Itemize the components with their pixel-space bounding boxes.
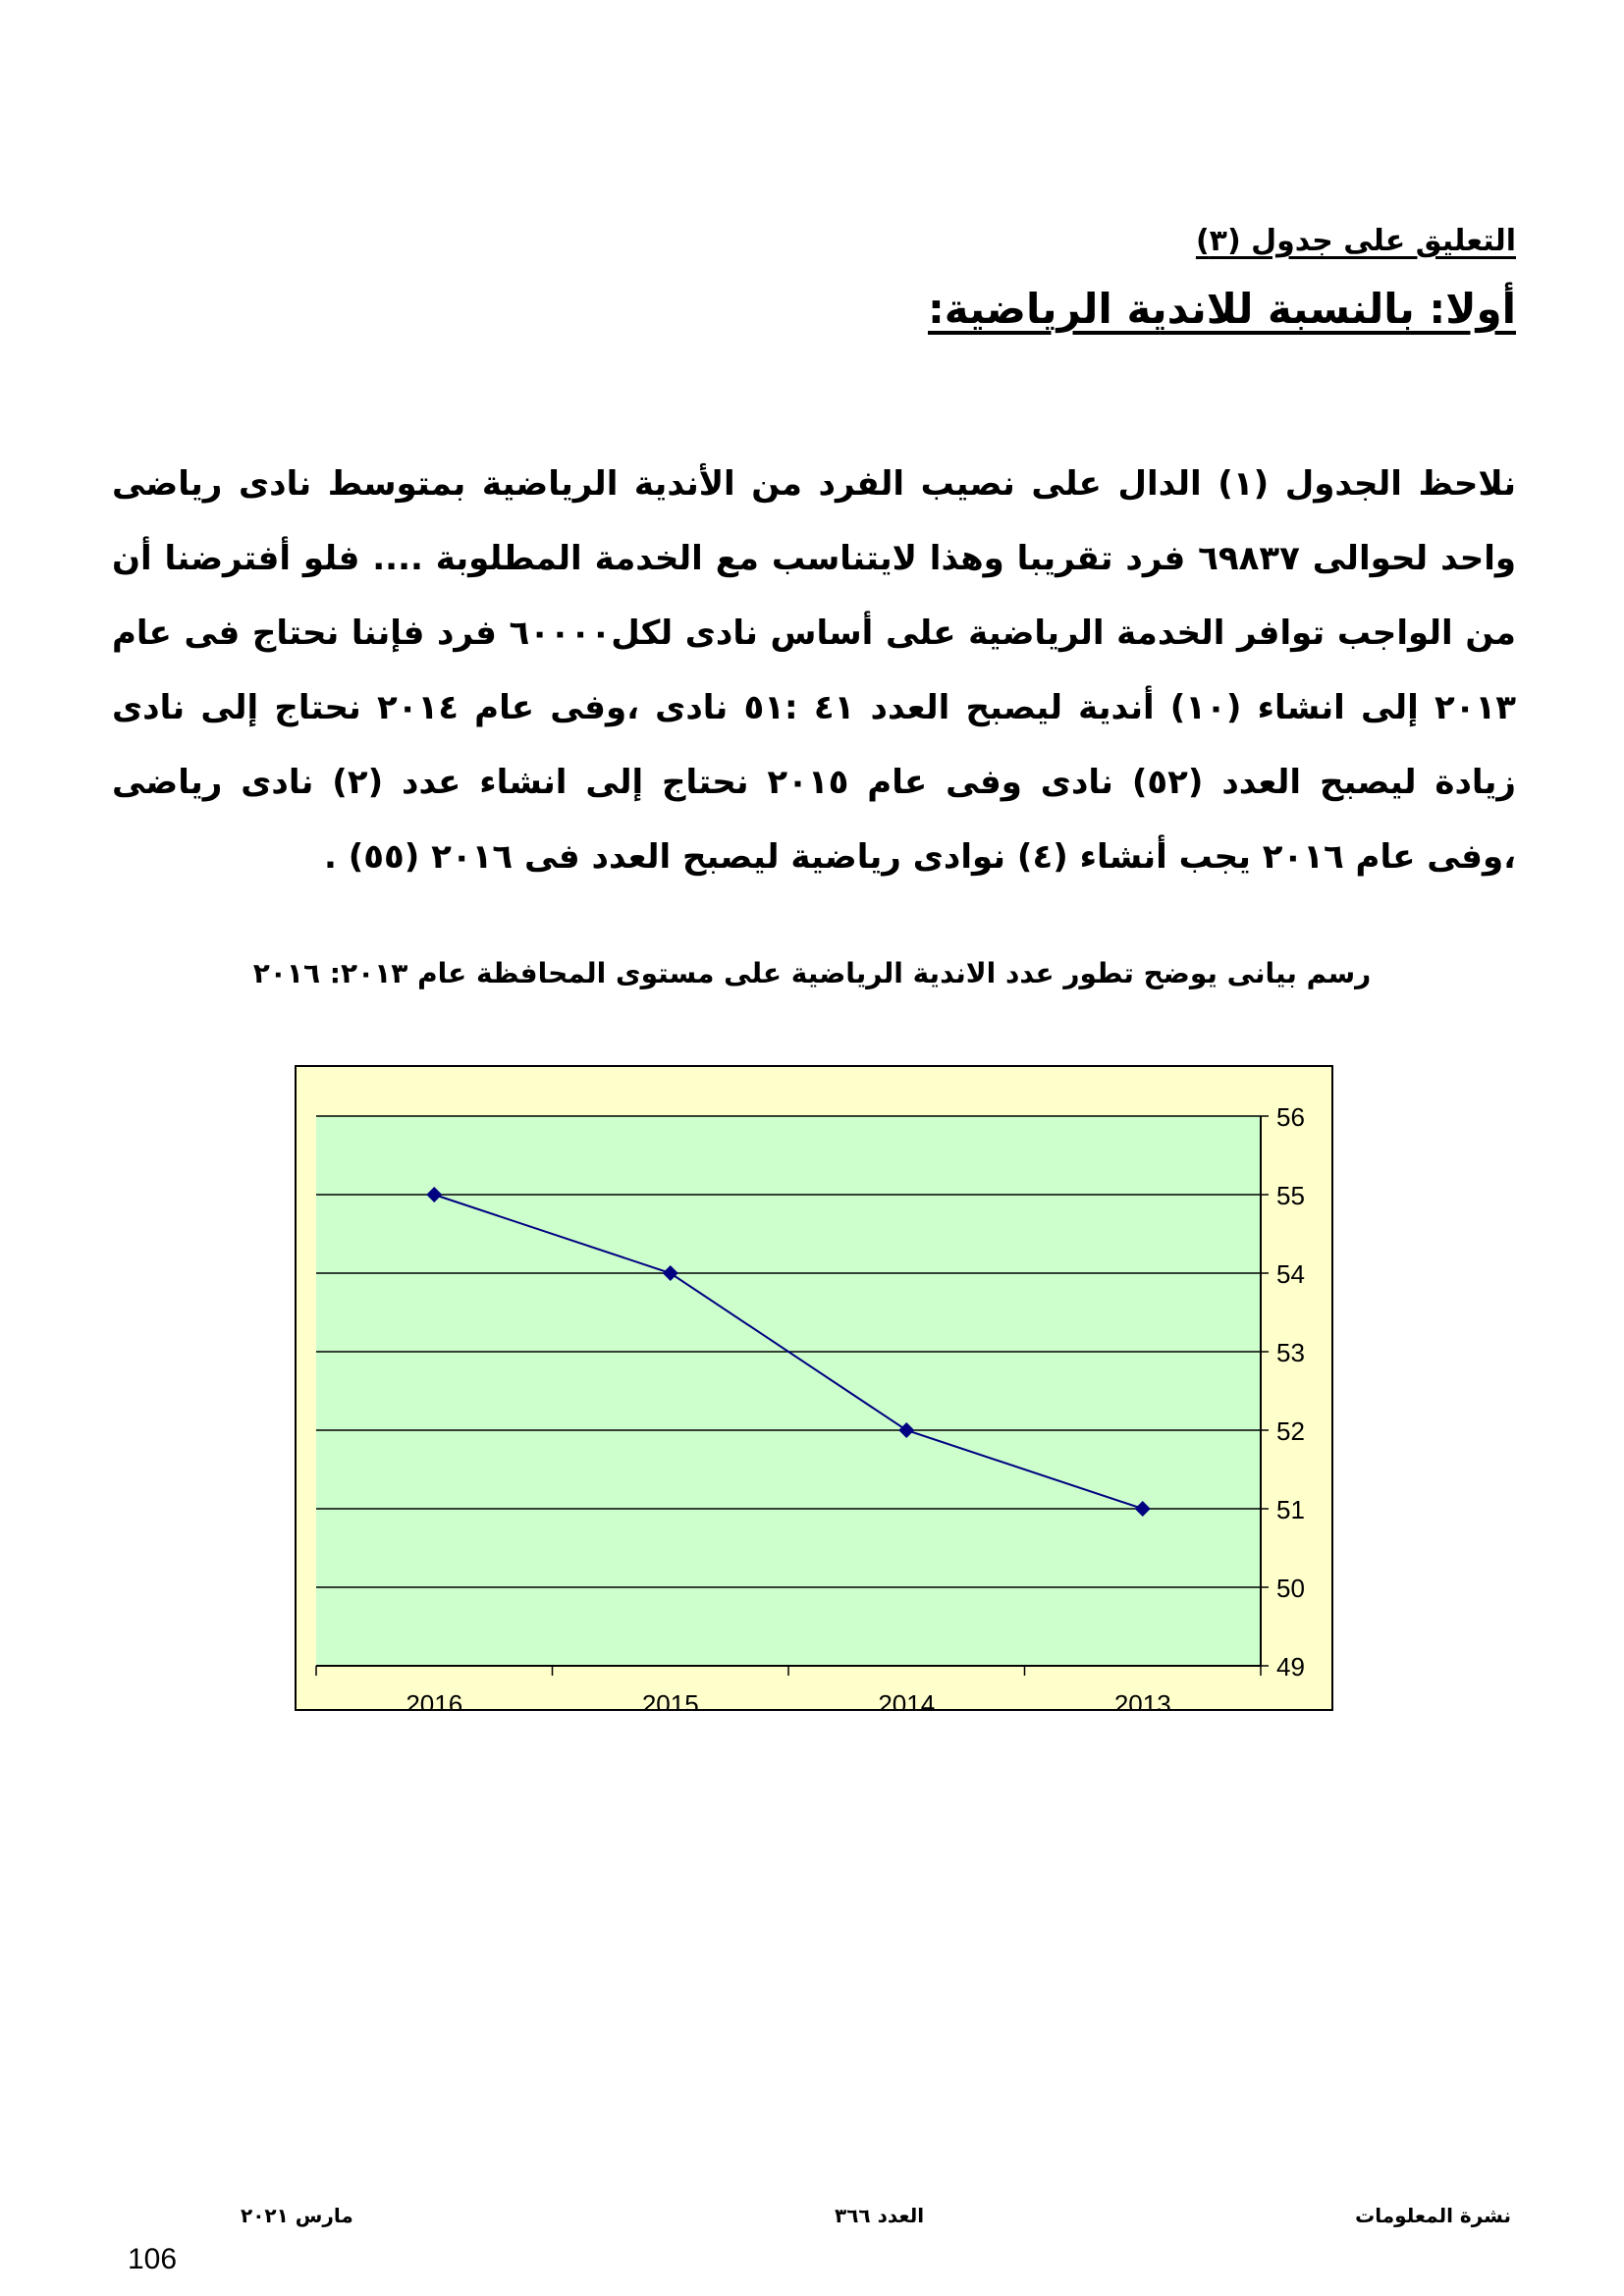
y-tick-label: 50 [1276,1574,1305,1603]
line-chart [295,1065,1333,1711]
x-tick-label: 2015 [641,1689,699,1711]
y-tick-label: 55 [1276,1181,1305,1210]
section-title: أولا: بالنسبة للاندية الرياضية: [927,285,1516,333]
y-tick-label: 52 [1276,1416,1305,1446]
table-comment-heading: التعليق على جدول (٣) [1195,224,1516,258]
chart-caption: رسم بيانى يوضح تطور عدد الاندية الرياضية على مستوى المحافظة عام ٢٠١٣: ٢٠١٦ [252,957,1372,989]
page-number: 106 [128,2243,178,2275]
footer-issue: العدد ٣٦٦ [835,2204,925,2227]
footer-date: مارس ٢٠٢١ [241,2204,353,2227]
x-tick-label: 2016 [406,1689,463,1711]
x-tick-label: 2014 [878,1689,936,1711]
y-tick-label: 53 [1276,1338,1305,1367]
body-paragraph: نلاحظ الجدول (١) الدال على نصيب الفرد من الأندية الرياضية بمتوسط نادى رياضى واحد لحوالى ٦٩٨٣٧ فرد تقريبا وهذا لايتناسب مع الخدمة المطلوبة .... فلو أفترضنا أن من الواجب توافر الخدمة الرياضية على أساس نادى لكل٦٠٠٠٠ فرد فإننا نحتاج فى عام ٢٠١٣ إلى انشاء (١٠) أندية ليصبح العدد ٤١ :٥١ نادى ،وفى عام ٢٠١٤ نحتاج إلى نادى زيادة ليصبح العدد (٥٢) نادى وفى عام ٢٠١٥ نحتاج إلى انشاء عدد (٢) نادى رياضى ،وفى عام ٢٠١٦ يجب أنشاء (٤) نوادى رياضية ليصبح العدد فى ٢٠١٦ (٥٥) . [112,464,1517,877]
y-tick-label: 56 [1276,1102,1305,1132]
y-tick-label: 54 [1276,1259,1305,1289]
x-tick-label: 2013 [1113,1689,1171,1711]
footer-publication: نشرة المعلومات [1355,2204,1511,2227]
chart-container [295,1065,1333,1711]
y-tick-label: 51 [1276,1495,1305,1524]
y-tick-label: 49 [1276,1652,1305,1682]
plot-area [316,1116,1261,1666]
